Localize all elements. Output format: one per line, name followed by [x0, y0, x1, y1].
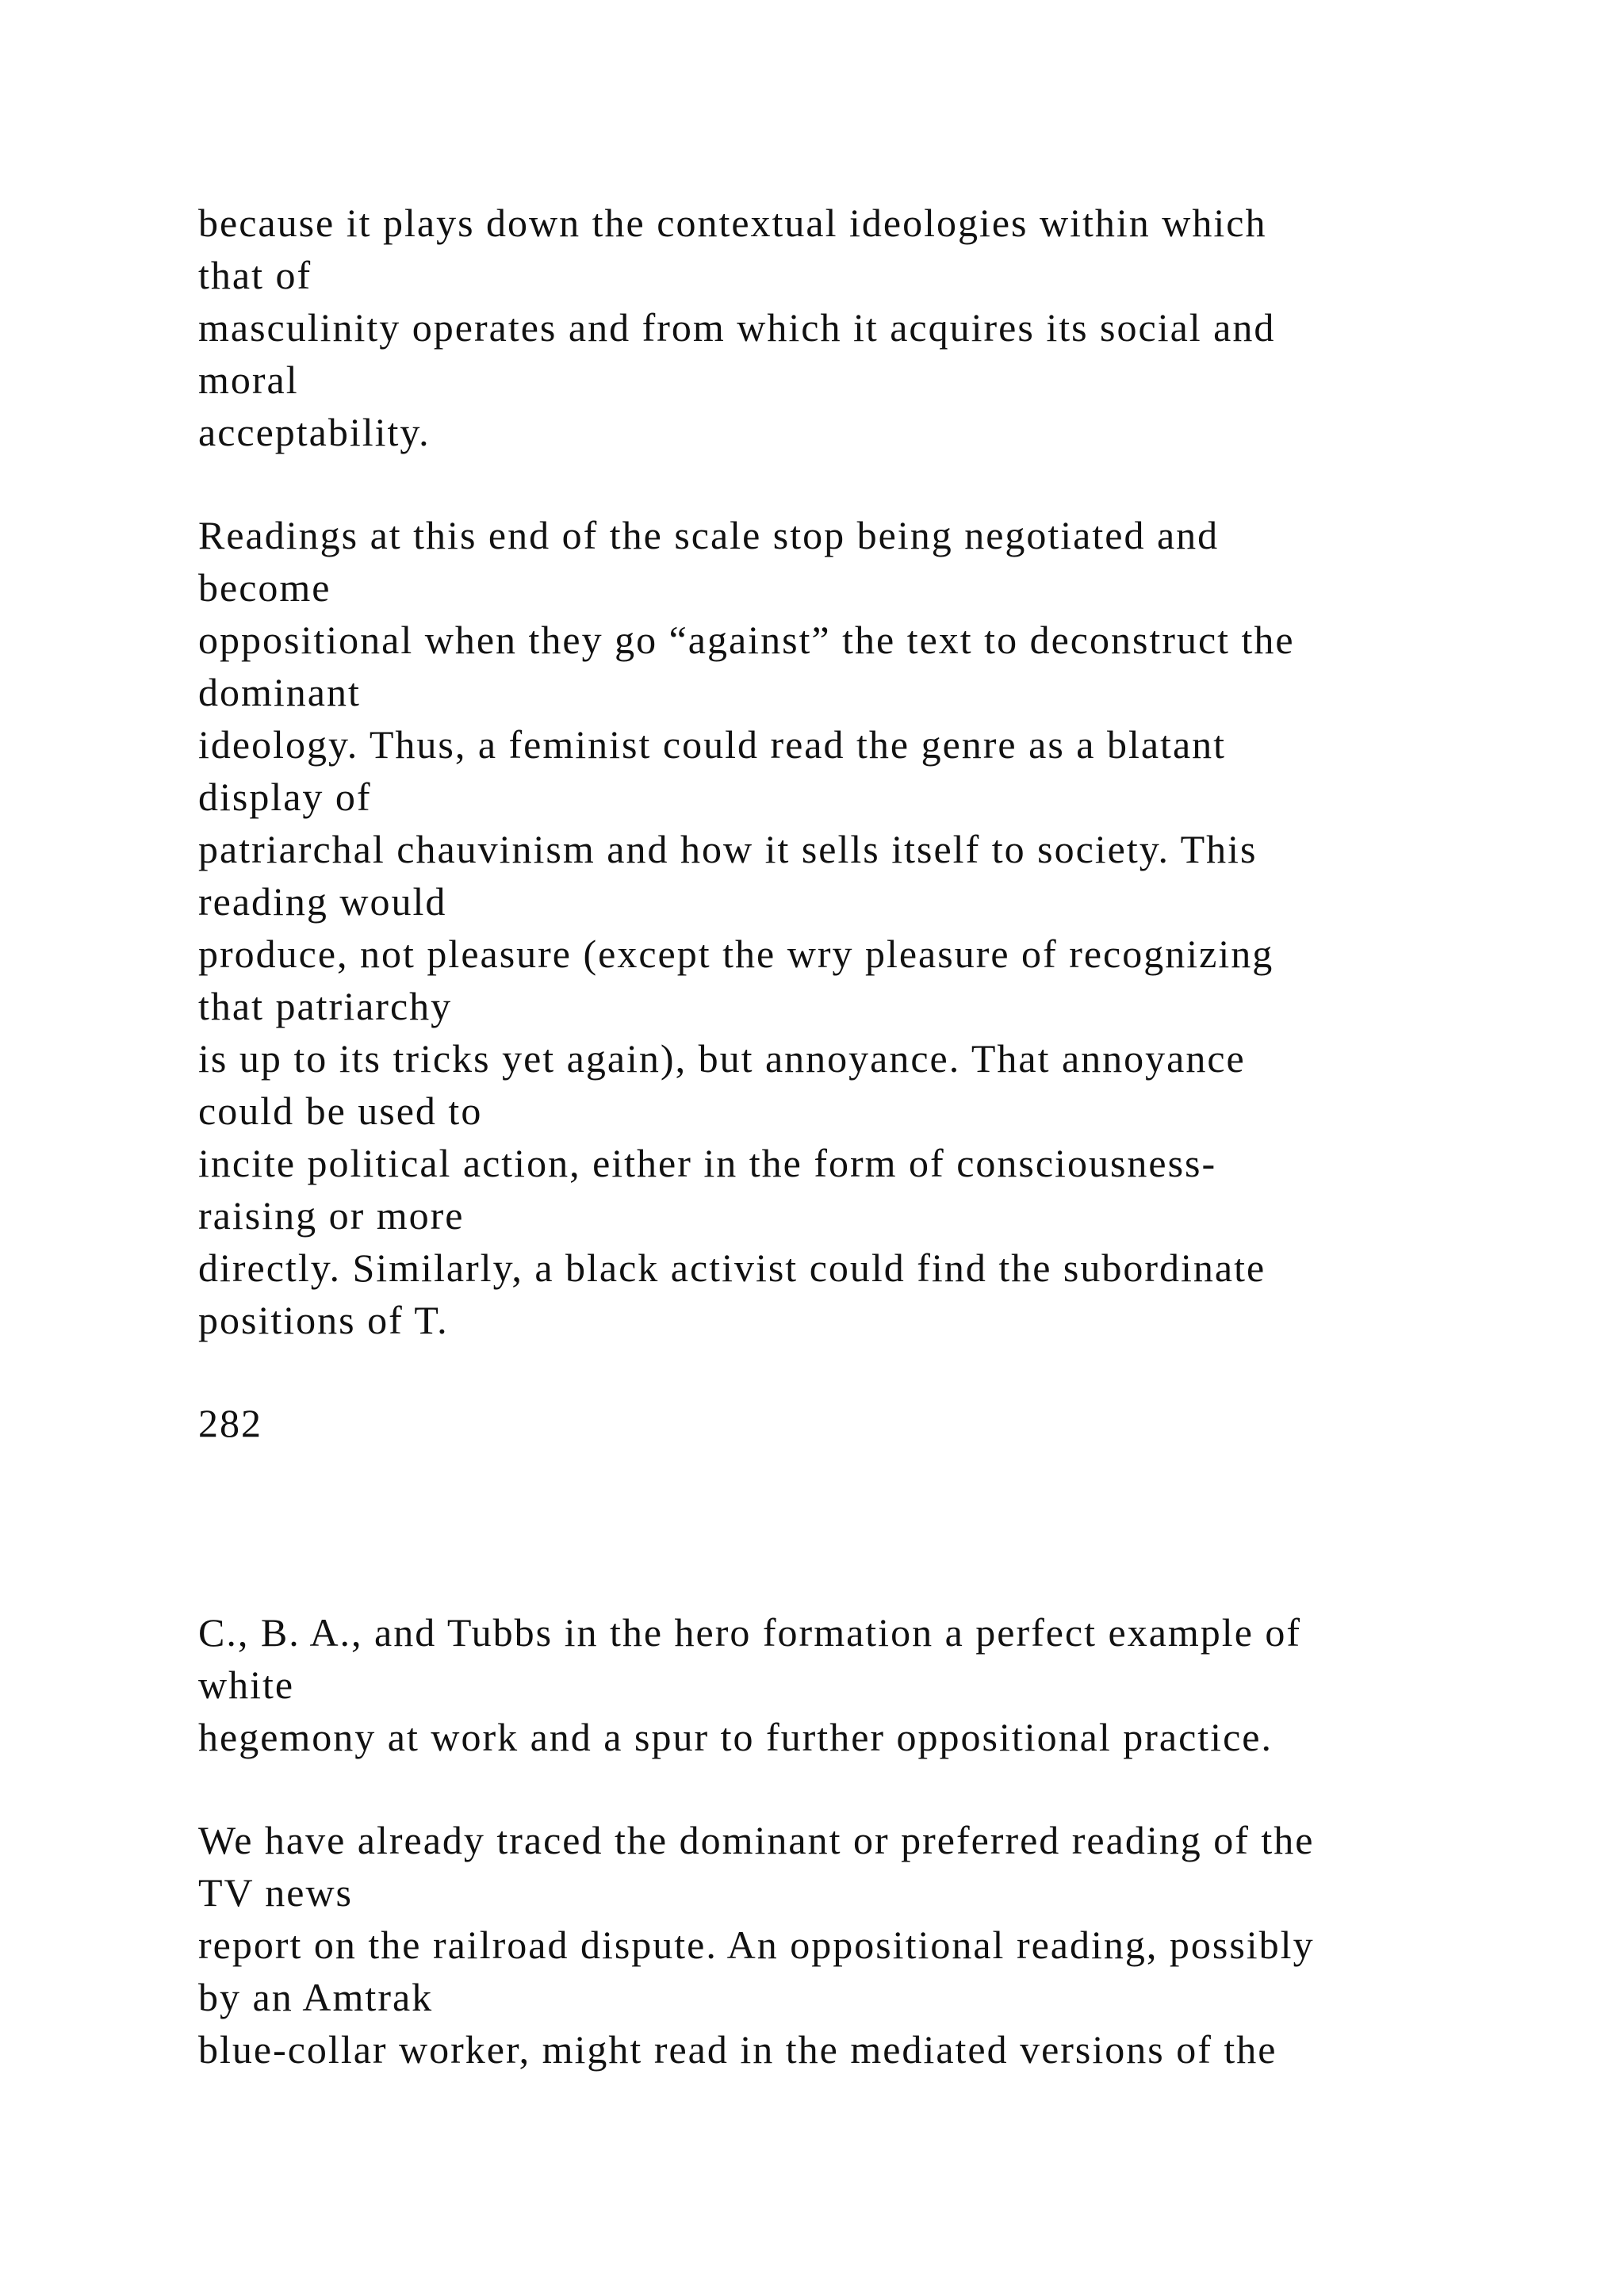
- text-line: oppositional when they go “against” the text to deconstruct the: [198, 618, 1295, 662]
- paragraph-3: [198, 1606, 1546, 1763]
- text-line: masculinity operates and from which it acquires its social and: [198, 305, 1276, 350]
- paragraph-2: [198, 509, 1546, 1346]
- text-line: could be used to: [198, 1089, 483, 1133]
- text-line: moral: [198, 358, 299, 402]
- text-line: C., B. A., and Tubbs in the hero formation a perfect example of: [198, 1610, 1302, 1655]
- text-line: white: [198, 1663, 295, 1707]
- page-number-container: [198, 1397, 262, 1449]
- text-line: directly. Similarly, a black activist could find the subordinate: [198, 1246, 1266, 1290]
- text-line: become: [198, 565, 331, 610]
- text-line: TV news: [198, 1870, 354, 1915]
- text-line: that of: [198, 253, 312, 297]
- text-line: reading would: [198, 879, 447, 924]
- text-line: display of: [198, 775, 372, 819]
- text-line: acceptability.: [198, 410, 431, 454]
- text-line: positions of T.: [198, 1298, 449, 1342]
- text-line: patriarchal chauvinism and how it sells itself to society. This: [198, 827, 1258, 871]
- text-line: is up to its tricks yet again), but annoyance. That annoyance: [198, 1036, 1246, 1081]
- text-line: by an Amtrak: [198, 1975, 434, 2019]
- text-line: produce, not pleasure (except the wry pleasure of recognizing: [198, 932, 1274, 976]
- text-line: raising or more: [198, 1193, 465, 1238]
- text-line: Readings at this end of the scale stop being negotiated and: [198, 513, 1220, 557]
- text-line: report on the railroad dispute. An oppositional reading, possibly: [198, 1923, 1315, 1967]
- text-line: because it plays down the contextual ideologies within which: [198, 201, 1267, 245]
- text-line: We have already traced the dominant or preferred reading of the: [198, 1818, 1315, 1862]
- paragraph-1: [198, 197, 1546, 458]
- text-line: blue-collar worker, might read in the mediated versions of the: [198, 2027, 1277, 2072]
- page-number: 282: [198, 1401, 262, 1445]
- text-line: hegemony at work and a spur to further oppositional practice.: [198, 1715, 1273, 1759]
- paragraph-4: [198, 1814, 1546, 2076]
- text-line: incite political action, either in the form of consciousness-: [198, 1141, 1217, 1185]
- text-line: that patriarchy: [198, 984, 453, 1028]
- text-line: ideology. Thus, a feminist could read the genre as a blatant: [198, 722, 1227, 767]
- text-line: dominant: [198, 670, 361, 714]
